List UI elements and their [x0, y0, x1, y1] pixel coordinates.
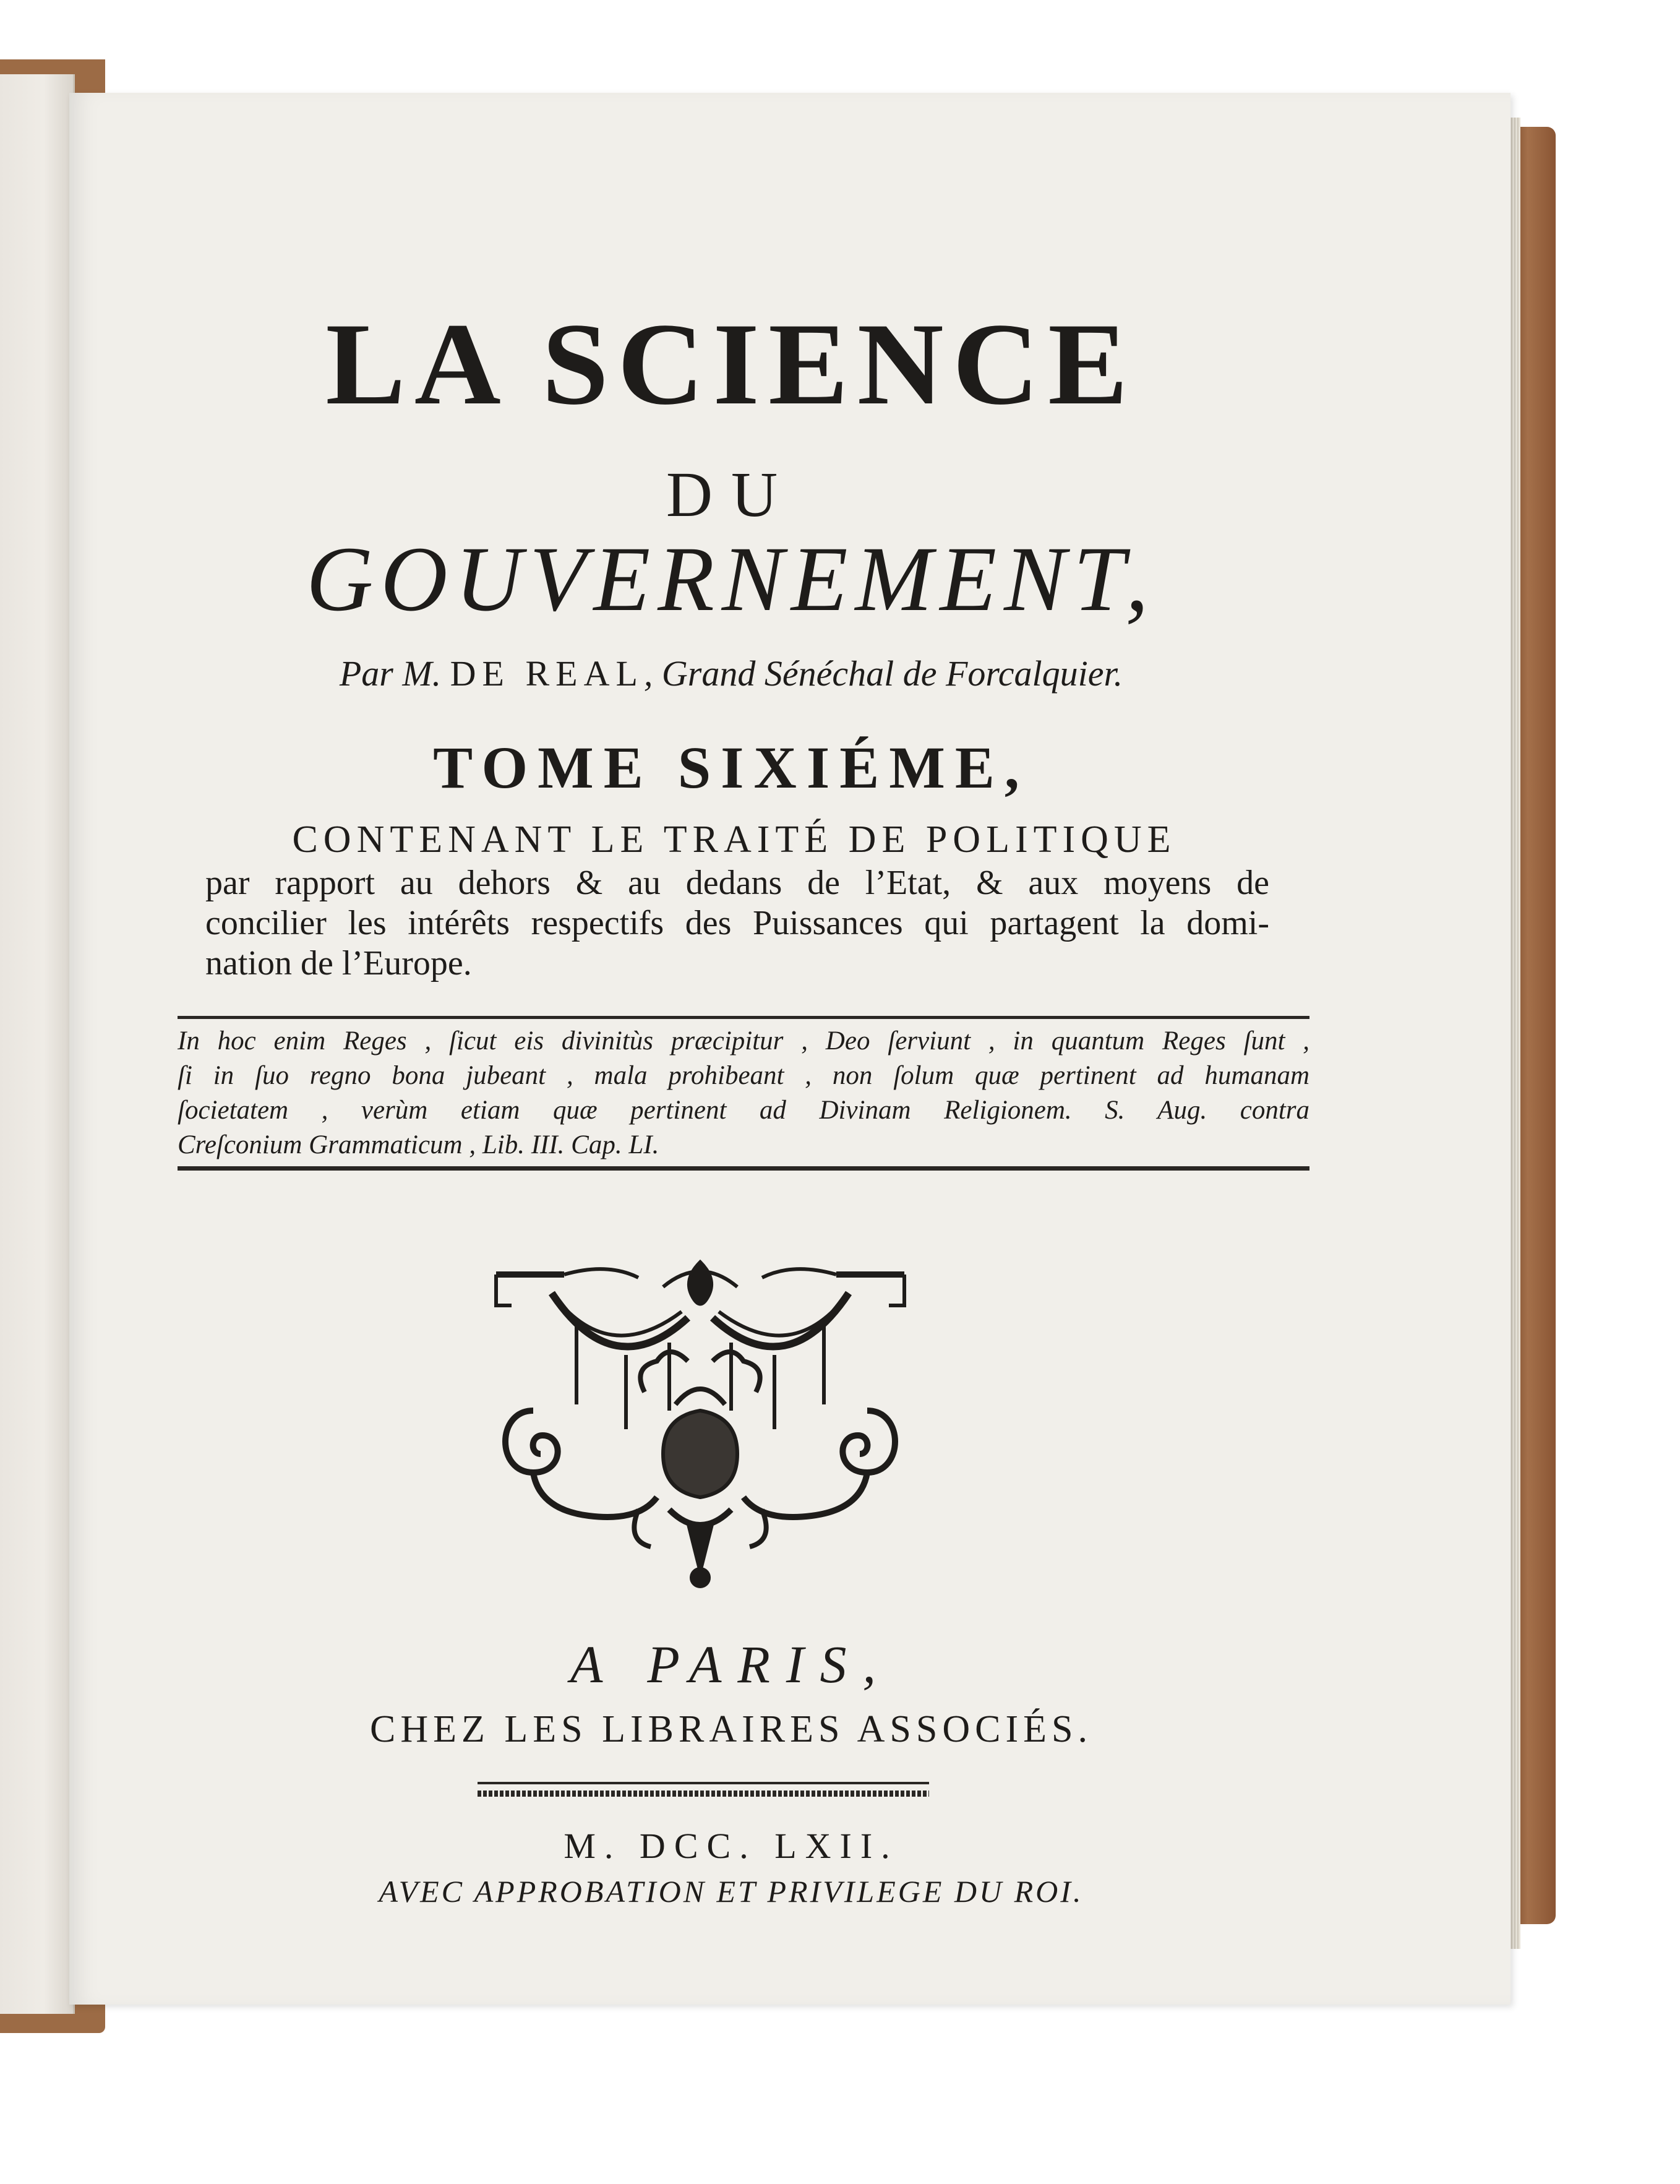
- author-name: DE REAL: [450, 653, 644, 694]
- volume-label: TOME SIXIÉME,: [433, 734, 1029, 801]
- epigraph-line: ſi in ſuo regno bona jubeant , mala prohibeant , non ſolum quæ pertinent ad humanam: [178, 1061, 1309, 1090]
- printers-ornament-vignette: [484, 1250, 917, 1596]
- imprint-place: A PARIS,: [570, 1635, 893, 1694]
- book-title-du: DU: [666, 459, 797, 530]
- epigraph-top-rule: [178, 1016, 1309, 1019]
- title-page: [69, 93, 1511, 2005]
- epigraph-line: ſocietatem , verùm etiam quæ pertinent ad Divinam Religionem. S. Aug. contra: [178, 1096, 1309, 1125]
- contents-line: par rapport au dehors & au dedans de l’Etat, & aux moyens de: [205, 864, 1269, 902]
- epigraph-line: Creſconium Grammaticum , Lib. III. Cap. LI.: [178, 1130, 659, 1159]
- author-prefix: Par M.: [339, 653, 442, 694]
- contents-line: concilier les intérêts respectifs des Puissances qui partagent la domi-: [205, 904, 1269, 942]
- imprint-year: M. DCC. LXII.: [564, 1826, 899, 1866]
- imprint-privilege: AVEC APPROBATION ET PRIVILEGE DU ROI.: [379, 1874, 1084, 1909]
- imprint-publisher: CHEZ LES LIBRAIRES ASSOCIÉS.: [370, 1708, 1092, 1750]
- contents-description: [205, 863, 1269, 984]
- left-page-edge: [0, 74, 75, 2014]
- contents-heading: CONTENANT LE TRAITÉ DE POLITIQUE: [292, 819, 1176, 861]
- imprint-rule: [478, 1782, 929, 1784]
- author-suffix: , Grand Sénéchal de Forcalquier.: [643, 653, 1123, 694]
- book-title: LA SCIENCE: [325, 299, 1137, 429]
- book-title-main: GOUVERNEMENT,: [306, 528, 1156, 630]
- author-line: [144, 653, 1319, 694]
- imprint-rule-dotted: [478, 1791, 929, 1797]
- epigraph-line: In hoc enim Reges , ſicut eis divinitùs præcipitur , Deo ſerviunt , in quantum Reges ſunt ,: [178, 1026, 1309, 1055]
- contents-line: nation de l’Europe.: [205, 944, 472, 982]
- epigraph-bottom-rule: [178, 1166, 1309, 1171]
- epigraph: [178, 1024, 1309, 1163]
